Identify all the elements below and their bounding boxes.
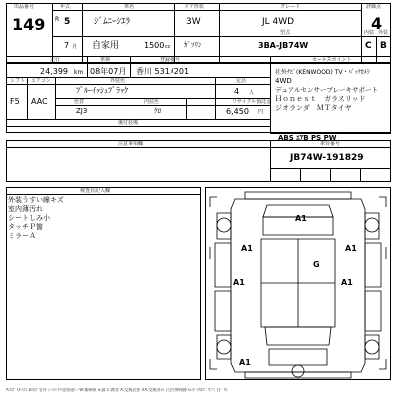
mileage-unit: km <box>74 69 84 76</box>
sales-point-list <box>275 68 390 113</box>
month-suffix: 月 <box>72 44 78 50</box>
shift-label: シフト <box>10 78 26 84</box>
exterior-score-label: 外装 <box>378 30 389 36</box>
shift: F5 <box>10 97 20 106</box>
cc-unit: cc <box>165 44 171 50</box>
sales-point-item: 社外ﾅﾋﾞ(KENWOOD) TV・ﾊﾞｯｸｶﾒﾗ <box>275 69 370 76</box>
recycle-deposit: 6,450 <box>226 107 249 116</box>
plate-label: 登録番号 <box>160 57 181 63</box>
inspector-note: 室内薄汚れ <box>8 205 43 213</box>
exterior-score: B <box>380 41 387 51</box>
score-label: 評価点 <box>366 4 382 10</box>
sales-point-item: 4WD <box>275 77 292 85</box>
inspector-note: ミラーＡ <box>8 232 36 240</box>
sales-point-item: Ｈｏｎｅｓｔ ガラスリッド <box>275 95 366 103</box>
car-name: ｼﾞﾑﾆｰｼｴﾗ <box>94 17 131 27</box>
damage-mark: A1 <box>295 214 307 223</box>
air-conditioner: AAC <box>31 97 48 106</box>
mileage: 24,399 <box>40 67 68 76</box>
seats-unit: 人 <box>249 90 255 96</box>
legend-footer: A:ｷｽﾞ U:ﾍｺﾐ B:ｷｽﾞを伴うﾍｺﾐ P:塗装違い W:補修跡 S:錆 C:腐食 X:交換必要 XX:交換済み 凸凹:修理跡 G:ｶﾞﾗｽｷｽﾞ Y:穴 ﾋﾋﾞ ﾜﾚ <box>6 388 228 392</box>
ac-label: エアコン <box>31 78 51 84</box>
car-diagram <box>205 187 391 380</box>
model-code-label: 型式 <box>280 30 291 36</box>
seating-capacity: 4 <box>234 87 240 96</box>
damage-mark: A1 <box>241 244 253 253</box>
lot-number: 149 <box>12 15 46 34</box>
model-month: 7 <box>64 41 70 50</box>
fuel-type: ｶﾞｿﾘﾝ <box>184 41 202 49</box>
interior-score: C <box>365 41 372 51</box>
car-name-label: 車名 <box>124 4 135 10</box>
inspection-label: 車検 <box>100 57 111 63</box>
usage: 自家用 <box>92 41 120 51</box>
displacement: 1500 <box>144 41 165 50</box>
chassis-number: JB74W-191829 <box>290 153 364 163</box>
exterior-color: ﾌﾞﾙｰｲｯｼｭﾌﾞﾗｯｸ <box>76 86 128 95</box>
color-code: ZJ3 <box>76 107 88 115</box>
inspector-note: タッチＰ箇 <box>8 223 43 231</box>
interior-color-label: 内装色 <box>144 99 160 105</box>
plate-number: 香川 531ﾒ201 <box>136 67 190 76</box>
aftermarket-label: 後付装備 <box>118 120 139 126</box>
damage-mark: A1 <box>233 278 245 287</box>
color-code-label: 色替 <box>74 99 85 105</box>
notes-label: 注意事項欄 <box>118 141 144 147</box>
recycle-unit: 円 <box>258 109 264 115</box>
sales-point-label: セールスポイント <box>312 57 352 63</box>
year-label: 年式 <box>60 4 71 10</box>
damage-mark: A1 <box>345 244 357 253</box>
grade: JL 4WD <box>262 17 295 27</box>
lot-label: 出品番号 <box>14 4 35 10</box>
inspector-label: 検査員記入欄 <box>80 188 111 194</box>
damage-mark: G <box>313 260 320 269</box>
door-label: ドア形状 <box>184 4 204 10</box>
model-code: 3BA-JB74W <box>258 41 309 50</box>
damage-mark: A1 <box>341 278 353 287</box>
color-label: 外装色 <box>110 78 126 84</box>
mileage-label: 走行 <box>50 57 61 63</box>
equipment: ABS ｴｱB PS PW <box>278 134 337 142</box>
inspector-note: シートしみ小 <box>8 214 50 222</box>
header-frame <box>6 3 391 63</box>
grade-label: グレード <box>280 4 301 10</box>
sales-point-item: ジオランダ ＭＴタイヤ <box>275 104 352 112</box>
inspector-notes <box>8 196 198 241</box>
door-type: 3W <box>186 17 201 27</box>
chassis-label: 車台番号 <box>320 141 341 147</box>
era: R <box>55 16 60 23</box>
damage-mark: A1 <box>239 358 251 367</box>
model-year: 5 <box>64 17 71 27</box>
interior-score-label: 内装 <box>364 30 375 36</box>
sales-point-item: デュアルセンサーブレーキサポート <box>275 86 378 94</box>
overall-score: 4 <box>371 14 383 33</box>
seats-label: 定員 <box>236 78 247 84</box>
inspector-note: 外装うすい線キズ <box>8 196 64 204</box>
inspection-expiry: 08年07月 <box>90 67 127 76</box>
recycle-label: リサイクル預託金 <box>232 99 272 105</box>
interior-color: ｸﾛ <box>154 107 161 115</box>
